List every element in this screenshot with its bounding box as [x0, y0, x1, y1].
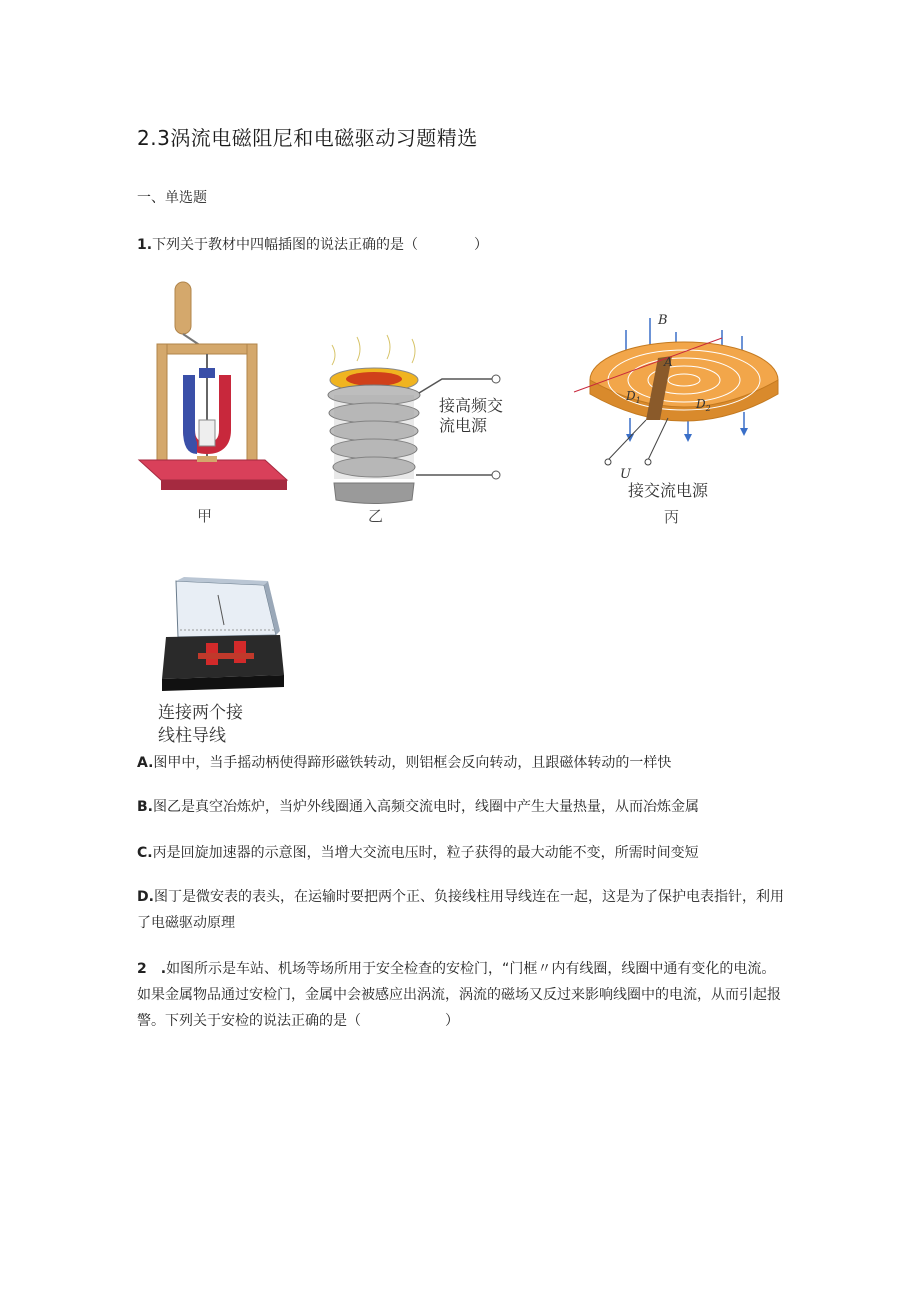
- figure-ding-label: [158, 702, 243, 748]
- option-c-text: 丙是回旋加速器的示意图，当增大交流电压时，粒子获得的最大动能不变，所需时间变短: [152, 845, 699, 861]
- figure-bing-A: A: [664, 355, 673, 369]
- figure-yi-label-line1: 接高频交: [439, 396, 504, 415]
- figure-ding-label-line2: 线柱导线: [158, 726, 226, 746]
- question-1-number: 1.: [137, 237, 153, 253]
- figure-jia: [135, 280, 295, 530]
- figure-bing-label: 接交流电源: [628, 481, 709, 500]
- figure-ding: [158, 575, 288, 695]
- option-d-key: D.: [137, 889, 154, 905]
- figure-bing-U: U: [620, 467, 631, 482]
- figure-bing: [572, 308, 787, 530]
- option-b: [137, 794, 787, 820]
- option-d: [137, 884, 787, 936]
- figure-bing-B: B: [658, 313, 668, 328]
- option-c-key: C.: [137, 845, 153, 861]
- figure-jia-caption: 甲: [197, 507, 213, 525]
- figure-yi: [312, 335, 527, 530]
- figure-bing-D1: $D_1$: [626, 389, 641, 405]
- option-a: [137, 750, 787, 776]
- figure-ding-label-line1: 连接两个接: [158, 703, 243, 723]
- question-2-text: 如图所示是车站、机场等场所用于安全检查的安检门，“门框〃内有线圈，线圈中通有变化的电流。如果金属物品通过安检门，金属中会被感应出涡流，涡流的磁场又反过来影响线圈中的电流，从而引起报警。下列关于安检的说法正确的是（ ）: [137, 961, 781, 1029]
- option-b-text: 图乙是真空冶炼炉，当炉外线圈通入高频交流电时，线圈中产生大量热量，从而冶炼金属: [153, 799, 699, 815]
- option-d-text: 图丁是微安表的表头，在运输时要把两个正、负接线柱用导线连在一起，这是为了保护电表指针，利用了电磁驱动原理: [137, 889, 784, 931]
- option-a-text: 图甲中，当手摇动柄使得蹄形磁铁转动，则铝框会反向转动，且跟磁体转动的一样快: [153, 755, 672, 771]
- figure-yi-caption: 乙: [368, 507, 384, 525]
- figure-bing-D2: $D_2$: [696, 397, 711, 413]
- option-c: [137, 840, 787, 866]
- figure-yi-label-line2: 流电源: [439, 416, 488, 435]
- section-heading: 一、单选题: [137, 190, 207, 206]
- question-1-stem: [137, 232, 787, 258]
- question-2-number: 2 .: [137, 961, 167, 977]
- page-title: 2.3涡流电磁阻尼和电磁驱动习题精选: [137, 126, 478, 150]
- option-a-key: A.: [137, 755, 154, 771]
- figure-bing-caption: 丙: [664, 508, 680, 526]
- question-1-text: 下列关于教材中四幅插图的说法正确的是（ ）: [152, 237, 489, 253]
- option-b-key: B.: [137, 799, 153, 815]
- question-2: [137, 956, 787, 1034]
